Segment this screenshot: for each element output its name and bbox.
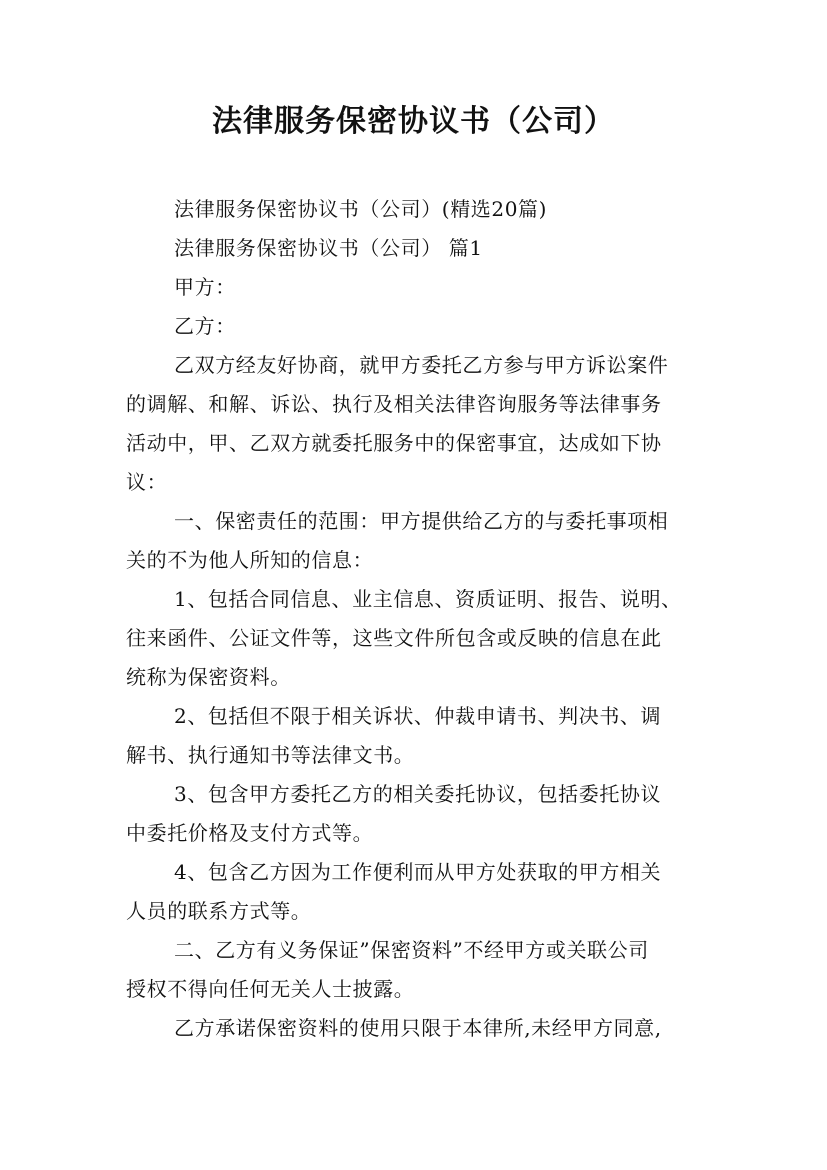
- text-line: 议：: [126, 470, 168, 494]
- text-line: 授权不得向任何无关人士披露。: [126, 977, 415, 1001]
- document-title: 法律服务保密协议书（公司）: [212, 104, 615, 139]
- text-line: 关的不为他人所知的信息：: [126, 548, 374, 572]
- text-line: 法律服务保密协议书（公司） 篇1: [174, 236, 483, 260]
- text-line: 活动中，甲、乙双方就委托服务中的保密事宜，达成如下协: [126, 431, 662, 455]
- text-line: 一、保密责任的范围：甲方提供给乙方的与委托事项相: [174, 509, 669, 533]
- text-line: 人员的联系方式等。: [126, 899, 312, 923]
- text-line: 往来函件、公证文件等，这些文件所包含或反映的信息在此: [126, 626, 662, 650]
- text-line: 法律服务保密协议书（公司）(精选20篇): [174, 197, 548, 221]
- text-line: 1、包括合同信息、业主信息、资质证明、报告、说明、: [174, 587, 682, 611]
- text-line: 的调解、和解、诉讼、执行及相关法律咨询服务等法律事务: [126, 392, 662, 416]
- text-line: 解书、执行通知书等法律文书。: [126, 743, 415, 767]
- text-line: 3、包含甲方委托乙方的相关委托协议，包括委托协议: [174, 782, 662, 806]
- text-line: 乙方：: [174, 314, 236, 338]
- text-line: 二、乙方有义务保证”保密资料”不经甲方或关联公司: [174, 938, 649, 962]
- text-line: 乙双方经友好协商，就甲方委托乙方参与甲方诉讼案件: [174, 353, 669, 377]
- text-line: 中委托价格及支付方式等。: [126, 821, 374, 845]
- document-body: [126, 190, 716, 1048]
- text-line: 统称为保密资料。: [126, 665, 291, 689]
- text-line: 2、包括但不限于相关诉状、仲裁申请书、判决书、调: [174, 704, 662, 728]
- text-line: 4、包含乙方因为工作便利而从甲方处获取的甲方相关: [174, 860, 662, 884]
- text-line: 甲方：: [174, 275, 236, 299]
- text-line: 乙方承诺保密资料的使用只限于本律所,未经甲方同意,: [174, 1016, 662, 1040]
